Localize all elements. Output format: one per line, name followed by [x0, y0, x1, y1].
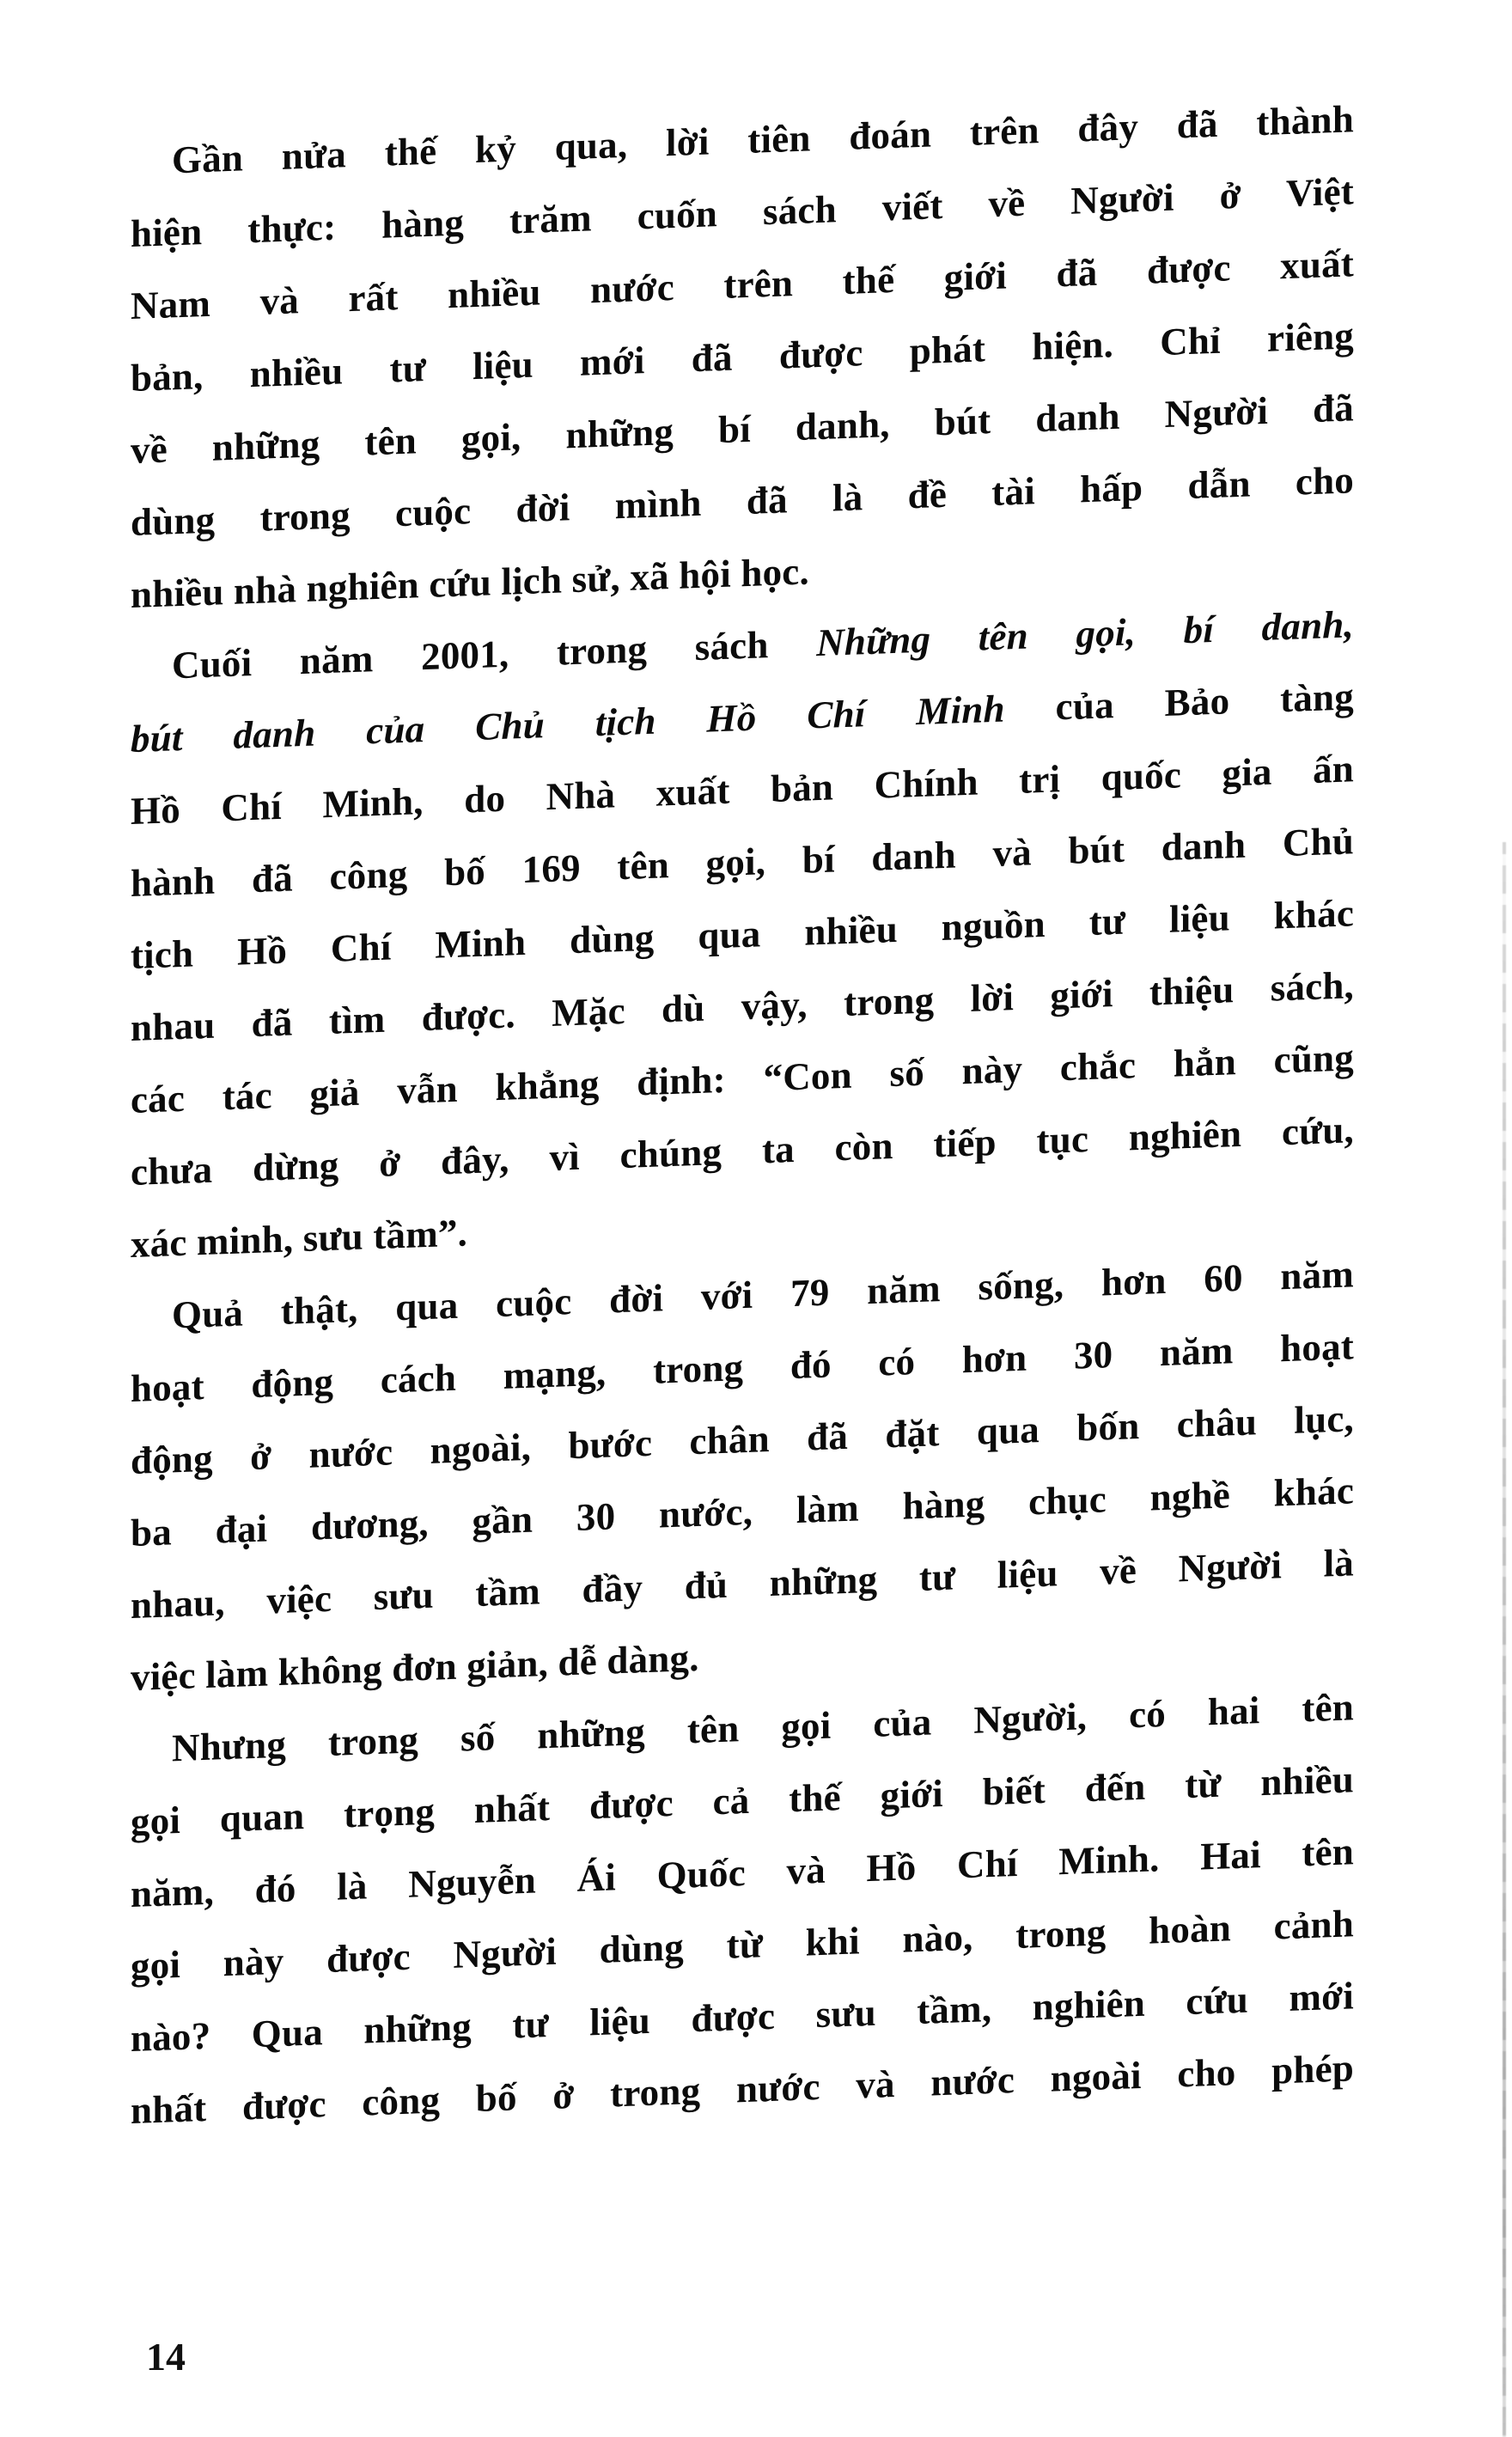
book-title-segment: Những tên gọi, bí danh,: [816, 602, 1354, 665]
text-line: Gần nửa thế kỷ qua, lời tiên đoán trên đây đã thành: [172, 97, 1354, 182]
text-line: các tác giả vẫn khẳng định: “Con số này chắc hẳn cũng: [131, 1035, 1354, 1121]
text-line: nhất được công bố ở trong nước và nước ngoài cho phép: [131, 2046, 1354, 2132]
text-line: nhiều nhà nghiên cứu lịch sử, xã hội học.: [131, 549, 809, 616]
text-segment: của Bảo tàng: [1004, 675, 1354, 730]
scan-artifact-right-edge: [1503, 842, 1506, 2437]
text-line: Quả thật, qua cuộc đời với 79 năm sống, hơn 60 năm: [172, 1252, 1354, 1337]
text-line: ba đại dương, gần 30 nước, làm hàng chục nghề khác: [131, 1469, 1354, 1554]
text-line: về những tên gọi, những bí danh, bút danh Người đã: [131, 386, 1354, 472]
text-line: tịch Hồ Chí Minh dùng qua nhiều nguồn tư liệu khác: [131, 891, 1354, 977]
text-line: nào? Qua những tư liệu được sưu tầm, nghiên cứu mới: [131, 1974, 1354, 2060]
text-line: hiện thực: hàng trăm cuốn sách viết về Người ở Việt: [131, 169, 1354, 255]
paragraph: [131, 1237, 1354, 1713]
paragraph: [131, 82, 1354, 631]
text-line: gọi này được Người dùng từ khi nào, trong hoàn cảnh: [131, 1902, 1354, 1988]
text-line: gọi quan trọng nhất được cả thế giới biết đến từ nhiều: [131, 1757, 1354, 1843]
text-line: năm, đó là Nguyễn Ái Quốc và Hồ Chí Minh. Hai tên: [131, 1829, 1354, 1915]
text-line: Nhưng trong số những tên gọi của Người, có hai tên: [172, 1685, 1354, 1770]
text-line: dùng trong cuộc đời mình đã là đề tài hấp dẫn cho: [131, 458, 1354, 544]
text-line: nhau, việc sưu tầm đầy đủ những tư liệu về Người là: [131, 1541, 1354, 1627]
text-line: xác minh, sưu tầm”.: [131, 1211, 468, 1266]
text-line: động ở nước ngoài, bước chân đã đặt qua bốn châu lục,: [131, 1396, 1354, 1482]
text-line: việc làm không đơn giản, dễ dàng.: [131, 1635, 699, 1699]
paragraph: [131, 1670, 1354, 2147]
text-line: bản, nhiều tư liệu mới đã được phát hiện. Chỉ riêng: [131, 314, 1354, 400]
book-title-segment: bút danh của Chủ tịch Hồ Chí Minh: [131, 687, 1005, 760]
text-line: hành đã công bố 169 tên gọi, bí danh và bút danh Chủ: [131, 819, 1354, 905]
text-line: nhau đã tìm được. Mặc dù vậy, trong lời giới thiệu sách,: [131, 963, 1354, 1049]
text-line: hoạt động cách mạng, trong đó có hơn 30 năm hoạt: [131, 1324, 1354, 1410]
text-line: chưa dừng ở đây, vì chúng ta còn tiếp tục nghiên cứu,: [131, 1108, 1354, 1194]
body-text: [131, 82, 1354, 2147]
text-line: Nam và rất nhiều nước trên thế giới đã được xuất: [131, 241, 1354, 327]
page-number: 14: [146, 2335, 186, 2379]
text-segment: Cuối năm 2001, trong sách: [172, 621, 817, 687]
text-line: Hồ Chí Minh, do Nhà xuất bản Chính trị quốc gia ấn: [131, 747, 1354, 833]
paragraph: [131, 588, 1354, 1280]
